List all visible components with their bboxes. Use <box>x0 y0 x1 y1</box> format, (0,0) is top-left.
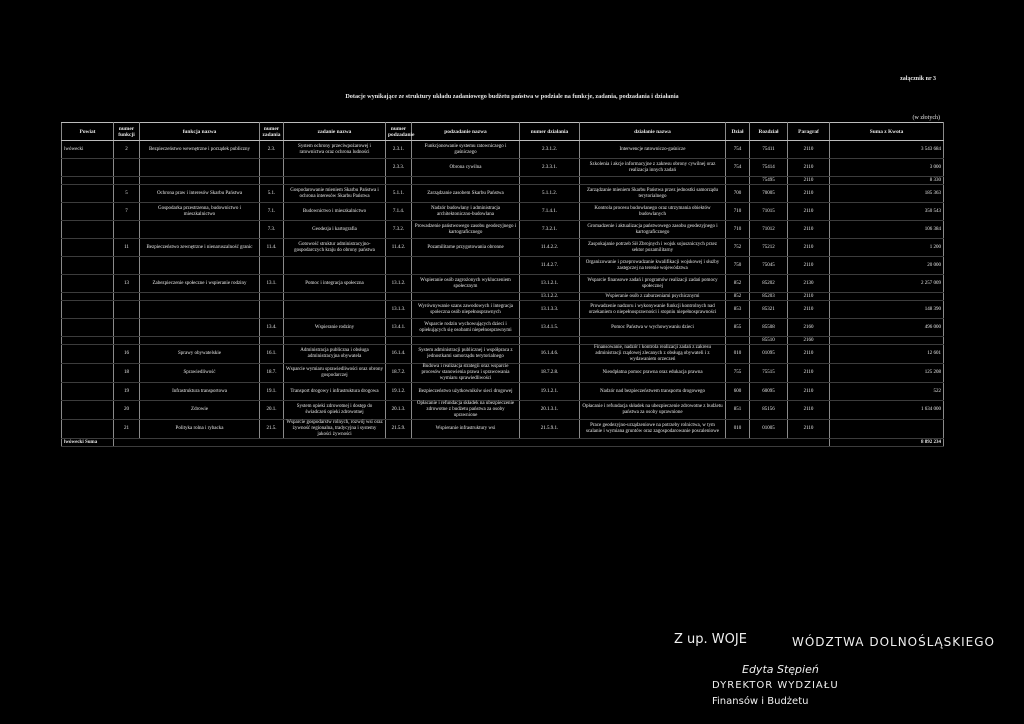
col-action-name: działanie nazwa <box>580 123 726 141</box>
cell-function-number <box>114 337 140 345</box>
cell-function-number <box>114 257 140 275</box>
cell-chapter: 75045 <box>750 257 788 275</box>
cell-division: 754 <box>726 159 750 177</box>
cell-division: 710 <box>726 221 750 239</box>
cell-paragraph: 2110 <box>788 177 830 185</box>
grants-table <box>61 122 944 447</box>
cell-function-number: 19 <box>114 383 140 401</box>
signature-stamp-line-5: Finansów i Budżetu <box>712 696 809 707</box>
col-task-number: numer zadania <box>260 123 284 141</box>
cell-function-name <box>140 177 260 185</box>
cell-subtask-number <box>386 257 412 275</box>
cell-amount: 1 634 000 <box>830 401 944 420</box>
cell-task-name <box>284 159 386 177</box>
cell-subtask-name: Budowa i realizacja strategii oraz wsparcie procesów stanowienia prawa i sprawowania wymiaru sprawiedliwości <box>412 364 520 383</box>
cell-function-number <box>114 221 140 239</box>
cell-subtask-name: Nadzór budowlany i administracja architektoniczno-budowlana <box>412 203 520 221</box>
cell-subtask-name <box>412 337 520 345</box>
table-row <box>62 364 944 383</box>
cell-paragraph: 2130 <box>788 275 830 293</box>
cell-action-name: Organizowanie i przeprowadzanie kwalifikacji wojskowej i służby zastępczej na terenie województwa <box>580 257 726 275</box>
cell-action-name: Szkolenia i akcje informacyjne z zakresu obrony cywilnej oraz realizacja innych zadań <box>580 159 726 177</box>
cell-chapter: 85203 <box>750 293 788 301</box>
cell-action-number: 5.1.1.2. <box>520 185 580 203</box>
cell-function-number: 16 <box>114 345 140 364</box>
cell-function-number: 5 <box>114 185 140 203</box>
cell-subtask-name: System administracji publicznej i współpraca z jednostkami samorządu terytorialnego <box>412 345 520 364</box>
cell-function-number: 18 <box>114 364 140 383</box>
table-row <box>62 221 944 239</box>
cell-task-name: Pomoc i integracja społeczna <box>284 275 386 293</box>
cell-task-number: 20.1. <box>260 401 284 420</box>
cell-paragraph: 2110 <box>788 364 830 383</box>
cell-subtask-number: 11.4.2. <box>386 239 412 257</box>
cell-subtask-number: 7.3.2. <box>386 221 412 239</box>
cell-action-name: Prowadzenie nadzoru i wykonywanie funkcji kontrolnych nad orzekaniem o niepełnosprawności i stopniu niepełnosprawności <box>580 301 726 319</box>
cell-subtask-number: 18.7.2. <box>386 364 412 383</box>
cell-chapter: 75495 <box>750 177 788 185</box>
cell-task-name: Administracja publiczna i obsługa administracyjna obywatela <box>284 345 386 364</box>
cell-subtask-number: 2.3.3. <box>386 159 412 177</box>
cell-action-name <box>580 337 726 345</box>
cell-task-number: 13.1. <box>260 275 284 293</box>
cell-amount: 2 257 009 <box>830 275 944 293</box>
cell-chapter: 85508 <box>750 319 788 337</box>
cell-function-name <box>140 319 260 337</box>
cell-amount: 12 601 <box>830 345 944 364</box>
col-subtask-name: podzadanie nazwa <box>412 123 520 141</box>
cell-division: 754 <box>726 141 750 159</box>
cell-powiat <box>62 221 114 239</box>
cell-paragraph: 2160 <box>788 337 830 345</box>
cell-paragraph: 2110 <box>788 401 830 420</box>
cell-task-number: 16.1. <box>260 345 284 364</box>
table-row <box>62 293 944 301</box>
cell-chapter: 75212 <box>750 239 788 257</box>
document-title: Dotacje wynikające ze struktury układu zadaniowego budżetu państwa w podziale na funkcje, zadania, podzadania i działania <box>345 93 679 100</box>
cell-task-name <box>284 293 386 301</box>
cell-subtask-number: 2.3.1. <box>386 141 412 159</box>
cell-paragraph: 2110 <box>788 221 830 239</box>
cell-function-name <box>140 337 260 345</box>
cell-powiat <box>62 345 114 364</box>
cell-subtask-name: Pozamilitarne przygotowania obronne <box>412 239 520 257</box>
cell-division: 852 <box>726 275 750 293</box>
cell-paragraph: 2110 <box>788 203 830 221</box>
table-row <box>62 185 944 203</box>
cell-chapter: 60095 <box>750 383 788 401</box>
cell-chapter: 71015 <box>750 203 788 221</box>
cell-division: 755 <box>726 364 750 383</box>
cell-action-number: 16.1.4.6. <box>520 345 580 364</box>
table-body <box>62 141 944 447</box>
cell-task-number <box>260 177 284 185</box>
cell-subtask-number: 13.1.2. <box>386 275 412 293</box>
cell-task-number: 7.1. <box>260 203 284 221</box>
cell-task-number <box>260 301 284 319</box>
cell-action-name: Nieodpłatna pomoc prawna oraz edukacja prawna <box>580 364 726 383</box>
cell-action-number: 21.5.9.1. <box>520 420 580 439</box>
cell-function-number <box>114 301 140 319</box>
cell-powiat <box>62 185 114 203</box>
cell-action-number: 18.7.2.8. <box>520 364 580 383</box>
cell-division: 600 <box>726 383 750 401</box>
col-division: Dział <box>726 123 750 141</box>
cell-action-name: Nadzór nad bezpieczeństwem transportu drogowego <box>580 383 726 401</box>
table-header <box>62 123 944 141</box>
cell-function-name: Zdrowie <box>140 401 260 420</box>
table-row <box>62 141 944 159</box>
cell-task-name: Wspieranie rodziny <box>284 319 386 337</box>
cell-paragraph: 2110 <box>788 420 830 439</box>
cell-chapter: 71012 <box>750 221 788 239</box>
cell-subtask-number: 16.1.4. <box>386 345 412 364</box>
cell-division: 852 <box>726 293 750 301</box>
cell-chapter: 85321 <box>750 301 788 319</box>
cell-function-number: 11 <box>114 239 140 257</box>
cell-paragraph: 2110 <box>788 257 830 275</box>
cell-powiat <box>62 420 114 439</box>
cell-paragraph: 2160 <box>788 319 830 337</box>
cell-amount: 496 000 <box>830 319 944 337</box>
cell-action-number <box>520 177 580 185</box>
cell-action-number: 13.4.1.5. <box>520 319 580 337</box>
cell-chapter: 85510 <box>750 337 788 345</box>
cell-function-number <box>114 159 140 177</box>
cell-amount <box>830 337 944 345</box>
cell-powiat <box>62 401 114 420</box>
cell-action-name: Zaspokajanie potrzeb Sił Zbrojnych i wojsk sojuszniczych przez sektor pozamilitarny <box>580 239 726 257</box>
table-row <box>62 257 944 275</box>
cell-paragraph: 2110 <box>788 141 830 159</box>
signature-stamp-line-1: Z up. WOJE <box>674 632 747 647</box>
cell-subtask-name: Wsparcie rodzin wychowujących dzieci i opiekujących się osobami niepełnosprawnymi <box>412 319 520 337</box>
cell-function-name <box>140 293 260 301</box>
cell-task-name: Gotowość struktur administracyjno-gospodarczych kraju do obrony państwa <box>284 239 386 257</box>
cell-powiat <box>62 177 114 185</box>
total-label: lwówecki Suma <box>62 439 114 447</box>
cell-subtask-name: Wspieranie infrastruktury wsi <box>412 420 520 439</box>
cell-function-name: Infrastruktura transportowa <box>140 383 260 401</box>
cell-powiat <box>62 257 114 275</box>
cell-action-name: Interwencje ratowniczo-gaśnicze <box>580 141 726 159</box>
cell-subtask-name: Zarządzanie zasobem Skarbu Państwa <box>412 185 520 203</box>
total-spacer <box>114 439 830 447</box>
cell-function-name: Bezpieczeństwo wewnętrzne i porządek publiczny <box>140 141 260 159</box>
cell-action-name: Opłacanie i refundacja składek na ubezpieczenie zdrowotne z budżetu państwa za osoby uprawnione <box>580 401 726 420</box>
cell-task-number: 21.5. <box>260 420 284 439</box>
cell-subtask-number <box>386 337 412 345</box>
cell-division: 700 <box>726 185 750 203</box>
cell-subtask-name <box>412 257 520 275</box>
cell-paragraph: 2110 <box>788 293 830 301</box>
col-amount: Suma z Kwota <box>830 123 944 141</box>
cell-function-number: 2 <box>114 141 140 159</box>
cell-powiat <box>62 275 114 293</box>
cell-amount: 1 200 <box>830 239 944 257</box>
cell-subtask-name: Opłacanie i refundacja składek na ubezpieczenie zdrowotne z budżetu państwa za osoby uprawnione <box>412 401 520 420</box>
cell-chapter: 85202 <box>750 275 788 293</box>
cell-amount: 3 543 684 <box>830 141 944 159</box>
cell-action-name <box>580 177 726 185</box>
cell-powiat <box>62 293 114 301</box>
cell-amount: 125 208 <box>830 364 944 383</box>
cell-chapter: 70005 <box>750 185 788 203</box>
cell-action-name: Finansowanie, nadzór i kontrola realizacji zadań z zakresu administracji rządowej zlecanych z obsługą obywateli i z wydawaniem orzeczeń <box>580 345 726 364</box>
table-row <box>62 177 944 185</box>
cell-function-name: Sprawiedliwość <box>140 364 260 383</box>
col-powiat: Powiat <box>62 123 114 141</box>
cell-powiat <box>62 364 114 383</box>
cell-subtask-name: Prowadzenie państwowego zasobu geodezyjnego i kartograficznego <box>412 221 520 239</box>
cell-paragraph: 2110 <box>788 345 830 364</box>
cell-paragraph: 2110 <box>788 239 830 257</box>
table-row <box>62 275 944 293</box>
cell-action-number <box>520 337 580 345</box>
cell-amount: 148 390 <box>830 301 944 319</box>
table-row <box>62 319 944 337</box>
cell-subtask-name: Obrona cywilna <box>412 159 520 177</box>
signature-stamp-line-4: DYREKTOR WYDZIAŁU <box>712 680 839 691</box>
cell-task-number: 18.7. <box>260 364 284 383</box>
cell-subtask-number: 7.1.4. <box>386 203 412 221</box>
cell-action-name: Wspieranie osób z zaburzeniami psychicznymi <box>580 293 726 301</box>
cell-task-name: System ochrony przeciwpożarowej i ratownictwa oraz ochrona ludności <box>284 141 386 159</box>
cell-function-number <box>114 177 140 185</box>
cell-function-name: Ochrona praw i interesów Skarbu Państwa <box>140 185 260 203</box>
cell-division <box>726 177 750 185</box>
cell-subtask-name: Funkcjonowanie systemu ratowniczego i gaśniczego <box>412 141 520 159</box>
cell-task-number: 19.1. <box>260 383 284 401</box>
col-function-number: numer funkcji <box>114 123 140 141</box>
table-row <box>62 301 944 319</box>
cell-task-number <box>260 293 284 301</box>
attachment-label: załącznik nr 3 <box>900 76 936 82</box>
cell-subtask-name: Bezpieczeństwo użytkowników sieci drogowej <box>412 383 520 401</box>
cell-function-name: Zabezpieczenie społeczne i wspieranie rodziny <box>140 275 260 293</box>
cell-amount <box>830 293 944 301</box>
cell-subtask-number <box>386 177 412 185</box>
cell-action-name: Prace geodezyjno-urządzeniowe na potrzeby rolnictwa, w tym scalanie i wymiana gruntów oraz zagospodarowanie poscaleniowe <box>580 420 726 439</box>
cell-powiat <box>62 383 114 401</box>
cell-function-name: Sprawy obywatelskie <box>140 345 260 364</box>
cell-action-number: 13.1.2.2. <box>520 293 580 301</box>
cell-task-number <box>260 257 284 275</box>
col-function-name: funkcja nazwa <box>140 123 260 141</box>
table-row <box>62 239 944 257</box>
cell-chapter: 75411 <box>750 141 788 159</box>
cell-action-number: 11.4.2.7. <box>520 257 580 275</box>
cell-action-number: 19.1.2.1. <box>520 383 580 401</box>
cell-amount: 20 000 <box>830 257 944 275</box>
cell-function-name <box>140 257 260 275</box>
cell-powiat <box>62 319 114 337</box>
cell-chapter: 75414 <box>750 159 788 177</box>
table-row <box>62 203 944 221</box>
cell-subtask-number: 20.1.3. <box>386 401 412 420</box>
col-action-number: numer działania <box>520 123 580 141</box>
cell-division: 750 <box>726 257 750 275</box>
cell-division <box>726 337 750 345</box>
cell-division: 752 <box>726 239 750 257</box>
cell-action-number: 2.3.3.1. <box>520 159 580 177</box>
col-chapter: Rozdział <box>750 123 788 141</box>
cell-powiat <box>62 239 114 257</box>
cell-division: 710 <box>726 203 750 221</box>
cell-function-name <box>140 221 260 239</box>
cell-action-number: 7.3.2.1. <box>520 221 580 239</box>
cell-task-name: Geodezja i kartografia <box>284 221 386 239</box>
table-row <box>62 383 944 401</box>
cell-powiat <box>62 159 114 177</box>
cell-chapter: 01095 <box>750 345 788 364</box>
signature-name: Edyta Stępień <box>742 663 819 676</box>
cell-task-number: 7.3. <box>260 221 284 239</box>
cell-action-name: Zarządzanie mieniem Skarbu Państwa przez jednostki samorządu terytorialnego <box>580 185 726 203</box>
cell-task-name <box>284 177 386 185</box>
cell-powiat <box>62 301 114 319</box>
col-task-name: zadanie nazwa <box>284 123 386 141</box>
cell-division: 010 <box>726 345 750 364</box>
cell-amount: 185 363 <box>830 185 944 203</box>
cell-function-number <box>114 293 140 301</box>
cell-function-number: 21 <box>114 420 140 439</box>
table-row <box>62 159 944 177</box>
cell-subtask-number: 13.4.1. <box>386 319 412 337</box>
cell-subtask-number <box>386 293 412 301</box>
cell-amount: 350 543 <box>830 203 944 221</box>
cell-amount: 3 000 <box>830 159 944 177</box>
cell-task-name: Gospodarowanie mieniem Skarbu Państwa i ochrona interesów Skarbu Państwa <box>284 185 386 203</box>
cell-action-number: 7.1.4.1. <box>520 203 580 221</box>
table-row <box>62 420 944 439</box>
cell-task-number <box>260 337 284 345</box>
cell-subtask-number: 5.1.1. <box>386 185 412 203</box>
cell-function-name: Bezpieczeństwo zewnętrzne i nienaruszalność granic <box>140 239 260 257</box>
total-amount: 8 892 234 <box>830 439 944 447</box>
cell-action-number: 11.4.2.2. <box>520 239 580 257</box>
cell-subtask-name: Wyrównywanie szans zawodowych i integracja społeczna osób niepełnosprawnych <box>412 301 520 319</box>
cell-powiat <box>62 203 114 221</box>
cell-paragraph: 2110 <box>788 185 830 203</box>
cell-paragraph: 2110 <box>788 383 830 401</box>
cell-action-number: 13.1.3.3. <box>520 301 580 319</box>
cell-task-number: 5.1. <box>260 185 284 203</box>
cell-action-number: 2.3.1.2. <box>520 141 580 159</box>
cell-task-name: Transport drogowy i infrastruktura drogowa <box>284 383 386 401</box>
col-paragraph: Paragraf <box>788 123 830 141</box>
cell-function-name <box>140 301 260 319</box>
cell-task-name: Budownictwo i mieszkalnictwo <box>284 203 386 221</box>
cell-subtask-number: 13.1.3. <box>386 301 412 319</box>
cell-chapter: 01005 <box>750 420 788 439</box>
table-row <box>62 401 944 420</box>
cell-task-name: System opieki zdrowotnej i dostęp do świadczeń opieki zdrowotnej <box>284 401 386 420</box>
cell-action-name: Pomoc Państwa w wychowywaniu dzieci <box>580 319 726 337</box>
cell-action-name: Gromadzenie i aktualizacja państwowego zasobu geodezyjnego i kartograficznego <box>580 221 726 239</box>
cell-action-name: Kontrola procesu budowlanego oraz utrzymania obiektów budowlanych <box>580 203 726 221</box>
cell-function-name: Polityka rolna i rybacka <box>140 420 260 439</box>
col-subtask-number: numer podzadanie <box>386 123 412 141</box>
cell-task-name <box>284 337 386 345</box>
cell-subtask-number: 21.5.9. <box>386 420 412 439</box>
signature-stamp-line-2: WÓDZTWA DOLNOŚLĄSKIEGO <box>792 635 995 649</box>
cell-subtask-name <box>412 293 520 301</box>
cell-action-name: Wsparcie finansowe zadań i programów realizacji zadań pomocy społecznej <box>580 275 726 293</box>
cell-function-number: 20 <box>114 401 140 420</box>
cell-task-name: Wsparcie wymiaru sprawiedliwości oraz obrony gospodarczej <box>284 364 386 383</box>
cell-task-number: 13.4. <box>260 319 284 337</box>
cell-division: 855 <box>726 319 750 337</box>
cell-action-number: 20.1.3.1. <box>520 401 580 420</box>
cell-subtask-number: 19.1.2. <box>386 383 412 401</box>
cell-amount: 8 330 <box>830 177 944 185</box>
cell-chapter: 75515 <box>750 364 788 383</box>
cell-paragraph: 2110 <box>788 301 830 319</box>
cell-powiat: lwówecki <box>62 141 114 159</box>
cell-task-number: 2.3. <box>260 141 284 159</box>
total-row <box>62 439 944 447</box>
currency-note: (w złotych) <box>912 115 940 121</box>
cell-paragraph: 2110 <box>788 159 830 177</box>
cell-division: 853 <box>726 301 750 319</box>
cell-subtask-name <box>412 177 520 185</box>
cell-task-name: Wsparcie gospodarstw rolnych, rozwój wsi oraz żywność regionalna, tradycyjna i systemy jakości żywności <box>284 420 386 439</box>
cell-amount: 522 <box>830 383 944 401</box>
cell-function-number <box>114 319 140 337</box>
cell-division: 851 <box>726 401 750 420</box>
cell-task-number <box>260 159 284 177</box>
cell-action-number: 13.1.2.1. <box>520 275 580 293</box>
cell-powiat <box>62 337 114 345</box>
cell-chapter: 85156 <box>750 401 788 420</box>
cell-amount <box>830 420 944 439</box>
cell-task-name <box>284 257 386 275</box>
cell-function-number: 13 <box>114 275 140 293</box>
cell-function-name: Gospodarka przestrzenna, budownictwo i mieszkalnictwo <box>140 203 260 221</box>
cell-subtask-name: Wspieranie osób zagrożonych wykluczeniem społecznym <box>412 275 520 293</box>
cell-task-number: 11.4. <box>260 239 284 257</box>
table-row <box>62 345 944 364</box>
table-row <box>62 337 944 345</box>
cell-amount: 106 384 <box>830 221 944 239</box>
cell-task-name <box>284 301 386 319</box>
cell-division: 010 <box>726 420 750 439</box>
cell-function-name <box>140 159 260 177</box>
cell-function-number: 7 <box>114 203 140 221</box>
